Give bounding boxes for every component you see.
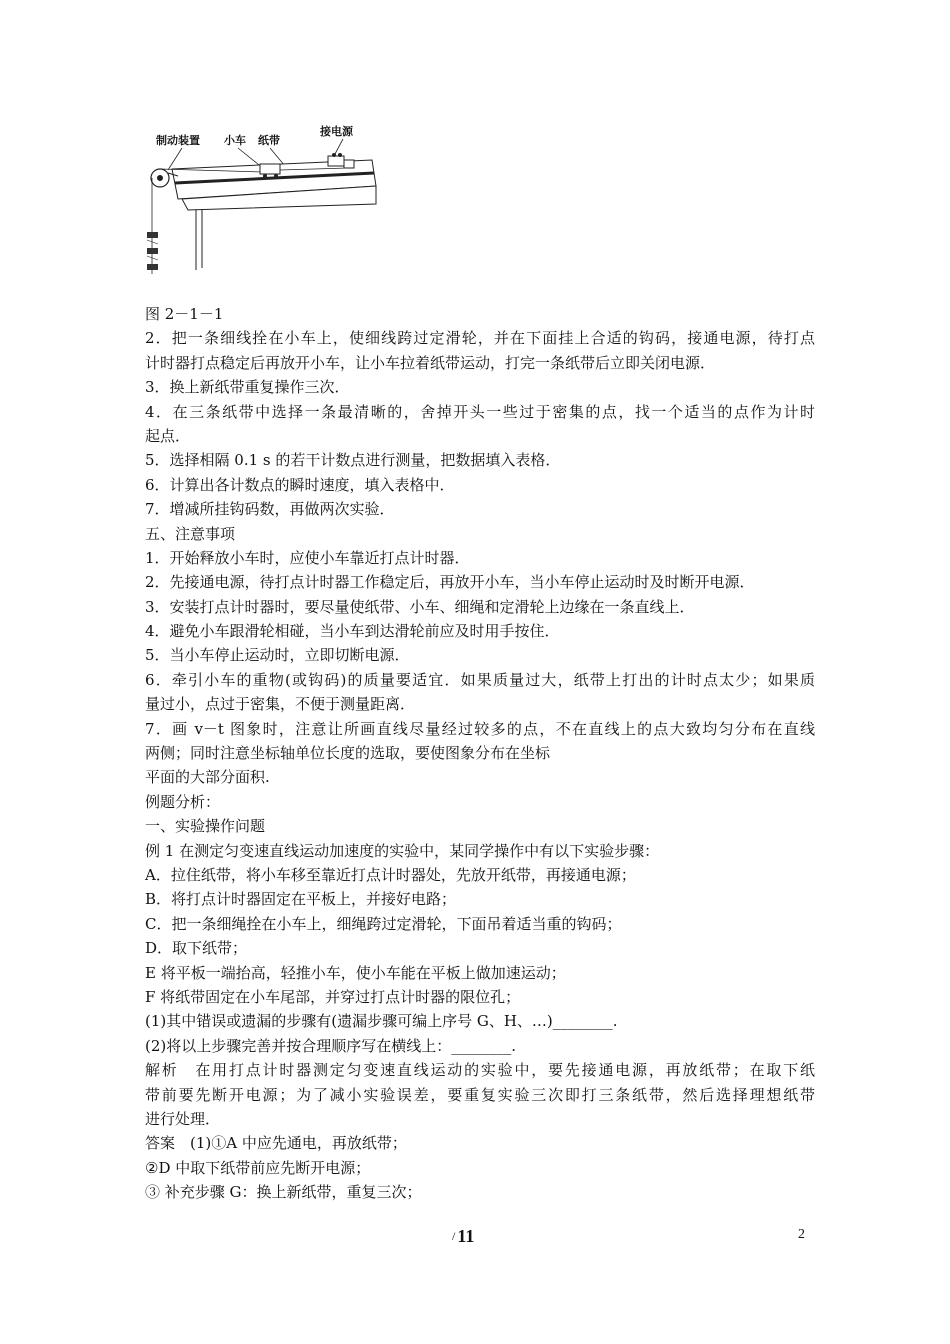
text-line: 计时器打点稳定后再放开小车，让小车拉着纸带运动，打完一条纸带后立即关闭电源．	[145, 353, 716, 372]
text-line: 2．先接通电源，待打点计时器工作稳定后，再放开小车，当小车停止运动时及时断开电源．	[145, 573, 755, 592]
label-power-supply: 接电源	[320, 125, 353, 138]
section-heading: 一、实验操作问题	[145, 817, 266, 836]
document-body	[145, 302, 815, 1204]
text-line: 6．计算出各计数点的瞬时速度，填入表格中．	[145, 475, 455, 494]
text-line: (2)将以上步骤完善并按合理顺序写在横线上：________.	[145, 1036, 517, 1055]
experiment-apparatus-figure	[138, 120, 388, 285]
label-brake-device: 制动装置	[156, 134, 200, 147]
text-line: 3．换上新纸带重复操作三次．	[145, 378, 350, 397]
text-line: 7．增减所挂钩码数，再做两次实验．	[145, 500, 395, 519]
text-line: 1．开始释放小车时，应使小车靠近打点计时器．	[145, 548, 470, 567]
text-line: 例 1 在测定匀变速直线运动加速度的实验中，某同学操作中有以下实验步骤：	[145, 841, 660, 860]
text-line: 7．画 v－t 图象时，注意让所画直线尽量经过较多的点，不在直线上的点大致均匀分布在直线	[145, 719, 815, 738]
text-line: 2．把一条细线拴在小车上，使细线跨过定滑轮，并在下面挂上合适的钩码，接通电源，待打点	[145, 329, 815, 348]
text-line: A．拉住纸带，将小车移至靠近打点计时器处，先放开纸带，再接通电源；	[145, 865, 636, 884]
text-line: E 将平板一端抬高，轻推小车，使小车能在平板上做加速运动；	[145, 963, 566, 982]
text-line: 量过小，点过于密集，不便于测量距离．	[145, 695, 416, 714]
text-line: ②D 中取下纸带前应先断开电源；	[145, 1158, 371, 1177]
label-cart: 小车	[224, 134, 246, 147]
text-line: 4．避免小车跟滑轮相碰，当小车到达滑轮前应及时用手按住．	[145, 622, 560, 641]
text-line: 两侧；同时注意坐标轴单位长度的选取，要使图象分布在坐标	[145, 744, 551, 763]
page-separator: /	[452, 1229, 456, 1243]
text-line: 带前要先断开电源；为了减小实验误差，要重复实验三次即打三条纸带，然后选择理想纸带	[145, 1085, 815, 1104]
text-line: B．将打点计时器固定在平板上，并接好电路；	[145, 890, 457, 909]
text-line: 答案 (1)①A 中应先通电，再放纸带；	[145, 1134, 407, 1153]
text-line: C．把一条细绳拴在小车上，细绳跨过定滑轮，下面吊着适当重的钩码；	[145, 914, 622, 933]
text-line: 进行处理．	[145, 1109, 221, 1128]
page-number: 2	[798, 1227, 805, 1242]
figure-caption: 图 2－1－1	[145, 305, 224, 323]
text-line: 5．选择相隔 0.1 s 的若干计数点进行测量，把数据填入表格．	[145, 451, 561, 470]
total-pages: 11	[457, 1226, 475, 1246]
text-line: 平面的大部分面积.	[145, 768, 270, 787]
text-line: ③ 补充步骤 G：换上新纸带，重复三次；	[145, 1183, 422, 1202]
text-line: (1)其中错误或遗漏的步骤有(遗漏步骤可编上序号 G、H、…)________.	[145, 1012, 618, 1031]
text-line: F 将纸带固定在小车尾部，并穿过打点计时器的限位孔；	[145, 987, 521, 1006]
section-heading: 例题分析：	[145, 792, 221, 811]
text-line: 5．当小车停止运动时，立即切断电源．	[145, 646, 410, 665]
text-line: 4．在三条纸带中选择一条最清晰的，舍掉开头一些过于密集的点，找一个适当的点作为计时	[145, 402, 815, 421]
text-line: 6．牵引小车的重物(或钩码)的质量要适宜．如果质量过大，纸带上打出的计时点太少；如果质	[145, 670, 815, 689]
label-paper-tape: 纸带	[258, 134, 280, 147]
text-line: 起点．	[145, 426, 191, 445]
text-line: 3．安装打点计时器时，要尽量使纸带、小车、细绳和定滑轮上边缘在一条直线上．	[145, 597, 695, 616]
page-total-footer	[452, 1226, 474, 1247]
section-heading: 五、注意事项	[145, 524, 236, 543]
text-line: 解析 在用打点计时器测定匀变速直线运动的实验中，要先接通电源，再放纸带；在取下纸	[145, 1061, 815, 1080]
text-line: D．取下纸带；	[145, 939, 248, 958]
